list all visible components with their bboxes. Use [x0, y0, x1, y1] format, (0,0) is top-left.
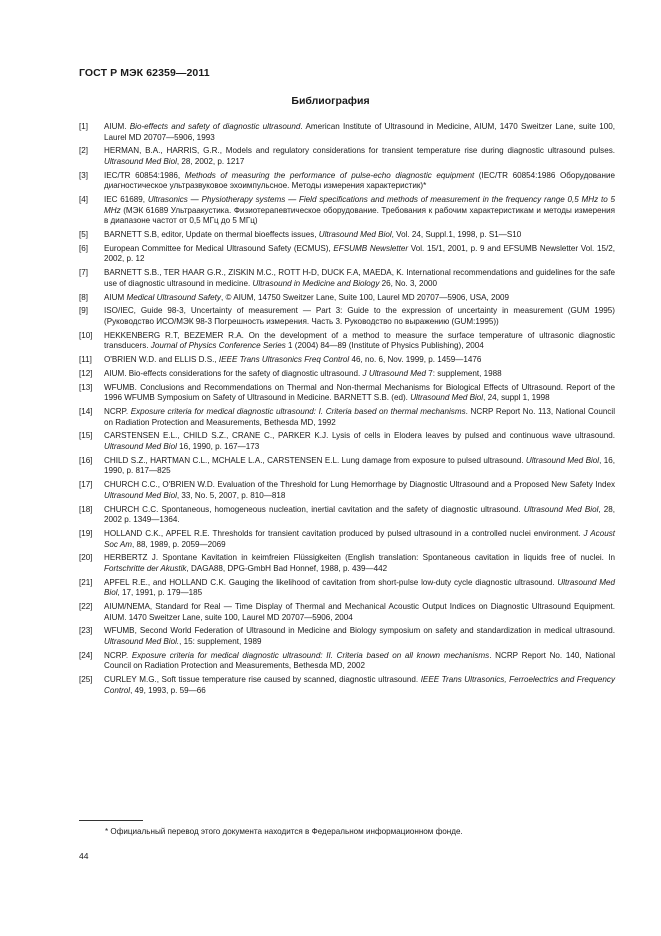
- reference-item: [79, 195, 615, 227]
- reference-item: [79, 553, 615, 574]
- reference-title-italic: IEEE Trans Ultrasonics Freq Control: [218, 355, 350, 365]
- reference-text-segment: European Committee for Medical Ultrasound Safety (ECMUS),: [104, 243, 334, 253]
- reference-text-segment: . American Institute of Ultrasound in Medicine, AIUM, 1470 Sweitzer Lane, suite 100, Laurel MD 20707—5906, 1993: [104, 122, 616, 142]
- reference-text-segment: AIUM.: [104, 122, 130, 131]
- reference-text: [104, 626, 615, 647]
- footnote-divider: [79, 820, 143, 821]
- reference-item: [79, 505, 615, 526]
- reference-number: [20]: [79, 553, 93, 563]
- reference-number: [13]: [79, 382, 93, 392]
- reference-title-italic: J Acoust Soc Am: [104, 528, 615, 549]
- reference-title-italic: Ultrasound Med Biol: [104, 490, 177, 500]
- reference-text-segment: 1 (2004) 84—89 (Institute of Physics Publishing), 2004: [285, 341, 484, 351]
- reference-text: [104, 578, 615, 599]
- reference-text-segment: WFUMB, Second World Federation of Ultrasound in Medicine and Biology symposium on safety and standardization in medical ultrasound.: [104, 626, 615, 636]
- reference-text-segment: HEKKENBERG R.T, BEZEMER R.A. On the development of a method to measure the surface temperature of ultrasonic diagnostic transducers.: [104, 330, 615, 351]
- reference-title-italic: EFSUMB Newsletter: [333, 243, 409, 253]
- reference-text-segment: , 24, suppl 1, 1998: [483, 393, 550, 403]
- reference-text-segment: CHURCH C.C. Spontaneous, homogeneous nucleation, inertial cavitation and the safety of diagnostic ultrasound.: [104, 504, 524, 514]
- reference-text: [104, 230, 615, 241]
- reference-text-segment: , Vol. 24, Suppl.1, 1998, p. S1—S10: [391, 230, 522, 240]
- reference-number: [4]: [79, 195, 88, 205]
- reference-number: [25]: [79, 675, 93, 685]
- reference-text: [104, 293, 615, 304]
- reference-text-segment: BARNETT S.B, editor, Update on thermal bioeffects issues,: [104, 230, 319, 240]
- reference-number: [5]: [79, 230, 88, 240]
- reference-title-italic: Bio-effects and safety of diagnostic ultrasound: [129, 122, 301, 131]
- reference-text: [104, 331, 615, 352]
- reference-text: [104, 122, 615, 143]
- reference-item: [79, 383, 615, 404]
- document-header: ГОСТ Р МЭК 62359—2011: [79, 67, 210, 79]
- reference-item: [79, 355, 615, 366]
- reference-title-italic: Ultrasound Med Biol: [318, 230, 392, 240]
- reference-text-segment: ISO/IEC, Guide 98-3, Uncertainty of measurement — Part 3: Guide to the expression of uncertainty in measurement (GUM 1995) (Руководство ИСО/МЭК 98-3 Погрешность измерения. Часть 3. Руководство по выражению (GUM:1995)): [104, 306, 615, 326]
- reference-text-segment: , © AIUM, 14750 Sweitzer Lane, Suite 100, Laurel MD 20707—5906, USA, 2009: [220, 292, 510, 302]
- reference-number: [8]: [79, 292, 88, 302]
- reference-item: [79, 456, 615, 477]
- reference-text-segment: , 49, 1993, p. 59—66: [130, 685, 206, 695]
- reference-text-segment: . NCRP Report No. 140, National Council on Radiation Protection and Measurements, Bethesda MD, 2002: [104, 650, 615, 671]
- reference-text-segment: CHILD S.Z., HARTMAN C.L., MCHALE L.A., CARSTENSEN E.L. Lung damage from exposure to pulsed ultrasound.: [104, 455, 526, 465]
- reference-title-italic: Ultrasonics — Physiotherapy systems — Field specifications and methods of measurement in the frequency range 0,5 MHz to 5 MHz: [104, 195, 615, 215]
- reference-text-segment: (МЭК 61689 Ультраакустика. Физиотерапевтическое оборудование. Требования к рабочим характеристикам и методы измерения в диапазоне частот от 0,5 МГц до 5 МГц): [104, 205, 615, 226]
- reference-text-segment: AIUM. Bio-effects considerations for the safety of diagnostic ultrasound.: [104, 368, 363, 378]
- reference-text: [104, 244, 615, 265]
- reference-text-segment: NCRP.: [104, 650, 132, 660]
- reference-item: [79, 306, 615, 327]
- page-number: 44: [79, 851, 89, 861]
- reference-item: [79, 578, 615, 599]
- reference-text: [104, 407, 615, 428]
- reference-item: [79, 244, 615, 265]
- reference-title-italic: Ultrasound Med Biol: [104, 156, 177, 166]
- reference-item: [79, 675, 615, 696]
- reference-text: [104, 306, 615, 327]
- reference-title-italic: Medical Ultrasound Safety: [126, 292, 221, 302]
- reference-item: [79, 626, 615, 647]
- reference-item: [79, 331, 615, 352]
- reference-title-italic: IEEE Trans Ultrasonics, Ferroelectrics and Frequency Control: [104, 675, 615, 695]
- reference-text-segment: , 17, 1991, p. 179—185: [117, 588, 203, 598]
- reference-text-segment: 7: supplement, 1988: [425, 368, 502, 378]
- reference-text-segment: IEC/TR 60854:1986,: [104, 170, 185, 180]
- reference-text: [104, 602, 615, 623]
- reference-number: [2]: [79, 146, 88, 156]
- reference-title-italic: Exposure criteria for medical diagnostic ultrasound: I. Criteria based on thermal mechanisms: [130, 407, 466, 417]
- reference-item: [79, 230, 615, 241]
- reference-text: [104, 456, 615, 477]
- reference-number: [24]: [79, 650, 93, 660]
- reference-text-segment: , 15: supplement, 1989: [179, 637, 262, 647]
- reference-text: [104, 675, 615, 696]
- reference-text: [104, 195, 615, 227]
- reference-text-segment: , 16, 1990, p. 817—825: [104, 455, 615, 476]
- reference-text: [104, 171, 615, 192]
- reference-title-italic: Ultrasound Med Biol: [104, 577, 616, 598]
- bibliography-list: [79, 122, 615, 700]
- reference-item: [79, 651, 615, 672]
- reference-text-segment: HERBERTZ J. Spontane Kavitation in keimfreien Flüssigkeiten (English translation: Spontaneous cavitation in liquids free of nuclei. In: [104, 553, 615, 563]
- reference-title-italic: J Ultrasound Med: [362, 368, 426, 378]
- reference-text: [104, 383, 615, 404]
- reference-text-segment: CHURCH C.C., O'BRIEN W.D. Evaluation of the Threshold for Lung Hemorrhage by Diagnostic Ultrasound and a Proposed New Safety Index: [104, 480, 615, 490]
- reference-text-segment: CURLEY M.G., Soft tissue temperature rise caused by scanned, diagnostic ultrasound.: [104, 675, 421, 685]
- reference-title-italic: Methods of measuring the performance of pulse-echo diagnostic equipment: [184, 170, 475, 180]
- reference-number: [16]: [79, 455, 93, 465]
- reference-item: [79, 602, 615, 623]
- reference-text-segment: 46, no. 6, Nov. 1999, p. 1459—1476: [349, 355, 482, 365]
- reference-number: [1]: [79, 122, 88, 131]
- reference-number: [14]: [79, 407, 93, 417]
- reference-number: [7]: [79, 268, 88, 278]
- reference-text-segment: , 33, No. 5, 2007, p. 810—818: [176, 490, 286, 500]
- reference-number: [23]: [79, 626, 93, 636]
- reference-text-segment: , 28, 2002, p. 1217: [176, 156, 245, 166]
- reference-text-segment: , 88, 1989, p. 2059—2069: [132, 539, 226, 549]
- reference-title-italic: Ultrasound Med Biol: [410, 393, 484, 403]
- reference-number: [12]: [79, 368, 93, 378]
- section-title: Библиография: [291, 95, 370, 107]
- reference-number: [21]: [79, 577, 93, 587]
- reference-text-segment: CARSTENSEN E.L., CHILD S.Z., CRANE C., PARKER K.J. Lysis of cells in Elodera leaves by pulsed and continuous wave ultrasound.: [104, 431, 615, 441]
- reference-item: [79, 146, 615, 167]
- reference-title-italic: Fortschritte der Akustik: [104, 563, 187, 573]
- reference-item: [79, 431, 615, 452]
- reference-title-italic: Exposure criteria for medical diagnostic ultrasound: II. Criteria based on all known mechanisms: [131, 650, 490, 660]
- reference-text: [104, 651, 615, 672]
- reference-text-segment: , 28, 2002 p. 1349—1364.: [104, 504, 615, 525]
- reference-number: [19]: [79, 528, 93, 538]
- reference-number: [15]: [79, 431, 93, 441]
- reference-item: [79, 480, 615, 501]
- reference-text-segment: NCRP.: [104, 407, 131, 417]
- reference-number: [3]: [79, 170, 88, 180]
- reference-text-segment: IEC 61689,: [104, 195, 148, 205]
- reference-text: [104, 369, 615, 380]
- reference-item: [79, 268, 615, 289]
- reference-text-segment: APFEL R.E., and HOLLAND C.K. Gauging the likelihood of cavitation from short-pulse low-duty cycle diagnostic ultrasound.: [104, 577, 558, 587]
- reference-title-italic: Ultrasound Med Biol.: [104, 637, 180, 647]
- footnote: * Официальный перевод этого документа находится в Федеральном информационном фонде.: [105, 827, 463, 836]
- reference-item: [79, 293, 615, 304]
- reference-text: [104, 480, 615, 501]
- reference-number: [17]: [79, 480, 93, 490]
- reference-text: [104, 553, 615, 574]
- reference-item: [79, 407, 615, 428]
- reference-title-italic: Ultrasound in Medicine and Biology: [252, 278, 380, 288]
- reference-text: [104, 355, 615, 366]
- reference-item: [79, 122, 615, 143]
- reference-text: [104, 505, 615, 526]
- reference-text-segment: 16, 1990, p. 167—173: [176, 442, 260, 452]
- reference-title-italic: Ultrasound Med Biol: [523, 504, 599, 514]
- reference-text-segment: . NCRP Report No. 113, National Council on Radiation Protection and Measurements, Bethesda MD, 1992: [104, 407, 615, 427]
- reference-number: [9]: [79, 306, 88, 316]
- reference-number: [11]: [79, 355, 92, 365]
- reference-text-segment: BARNETT S.B., TER HAAR G.R., ZISKIN M.C., ROTT H-D, DUCK F.A, MAEDA, K. International recommendations and guidelines for the safe use of diagnostic ultrasound in medicine.: [104, 268, 615, 288]
- reference-text-segment: (IEC/TR 60854:1986 Оборудование диагностическое ультразвуковое эхоимпульсное. Методы измерения характеристик)*: [104, 170, 615, 191]
- reference-number: [6]: [79, 243, 88, 253]
- reference-text-segment: , DAGA88, DPG-GmbH Bad Honnef, 1988, p. 439—442: [186, 563, 388, 573]
- reference-text-segment: O'BRIEN W.D. and ELLIS D.S.,: [104, 355, 219, 365]
- reference-text-segment: AIUM: [104, 292, 127, 302]
- reference-text-segment: 26, No. 3, 2000: [379, 278, 437, 288]
- reference-item: [79, 529, 615, 550]
- reference-text-segment: AIUM/NEMA, Standard for Real — Time Display of Thermal and Mechanical Acoustic Output Indices on Diagnostic Ultrasound Equipment. AIUM. 1470 Sweitzer Lane, suite 100, Laurel MD 20707—5906, 2004: [104, 602, 615, 622]
- reference-item: [79, 171, 615, 192]
- reference-text: [104, 146, 615, 167]
- reference-number: [10]: [79, 330, 93, 340]
- reference-text: [104, 431, 615, 452]
- reference-title-italic: Ultrasound Med Biol: [525, 455, 600, 465]
- reference-title-italic: Ultrasound Med Biol: [104, 442, 177, 452]
- reference-text: [104, 268, 615, 289]
- reference-text: [104, 529, 615, 550]
- reference-number: [18]: [79, 504, 93, 514]
- reference-title-italic: Journal of Physics Conference Series: [150, 341, 286, 351]
- reference-text-segment: Vol. 15/1, 2001, p. 9 and EFSUMB Newsletter Vol. 15/2, 2002, p. 12: [104, 243, 615, 264]
- reference-number: [22]: [79, 602, 93, 612]
- reference-text-segment: HERMAN, B.A., HARRIS, G.R., Models and regulatory considerations for transient temperature rise during diagnostic ultrasound pulses.: [104, 146, 615, 156]
- reference-text-segment: WFUMB. Conclusions and Recommendations on Thermal and Non-thermal Mechanisms for Biological Effects of Ultrasound. Report of the 1996 WFUMB Symposium on Safety of Ultrasound in Medicine. BARNETT S.B. (ed).: [104, 382, 615, 403]
- reference-text-segment: HOLLAND C.K., APFEL R.E. Thresholds for transient cavitation produced by pulsed ultrasound in a controlled nuclei environment.: [104, 528, 584, 538]
- reference-item: [79, 369, 615, 380]
